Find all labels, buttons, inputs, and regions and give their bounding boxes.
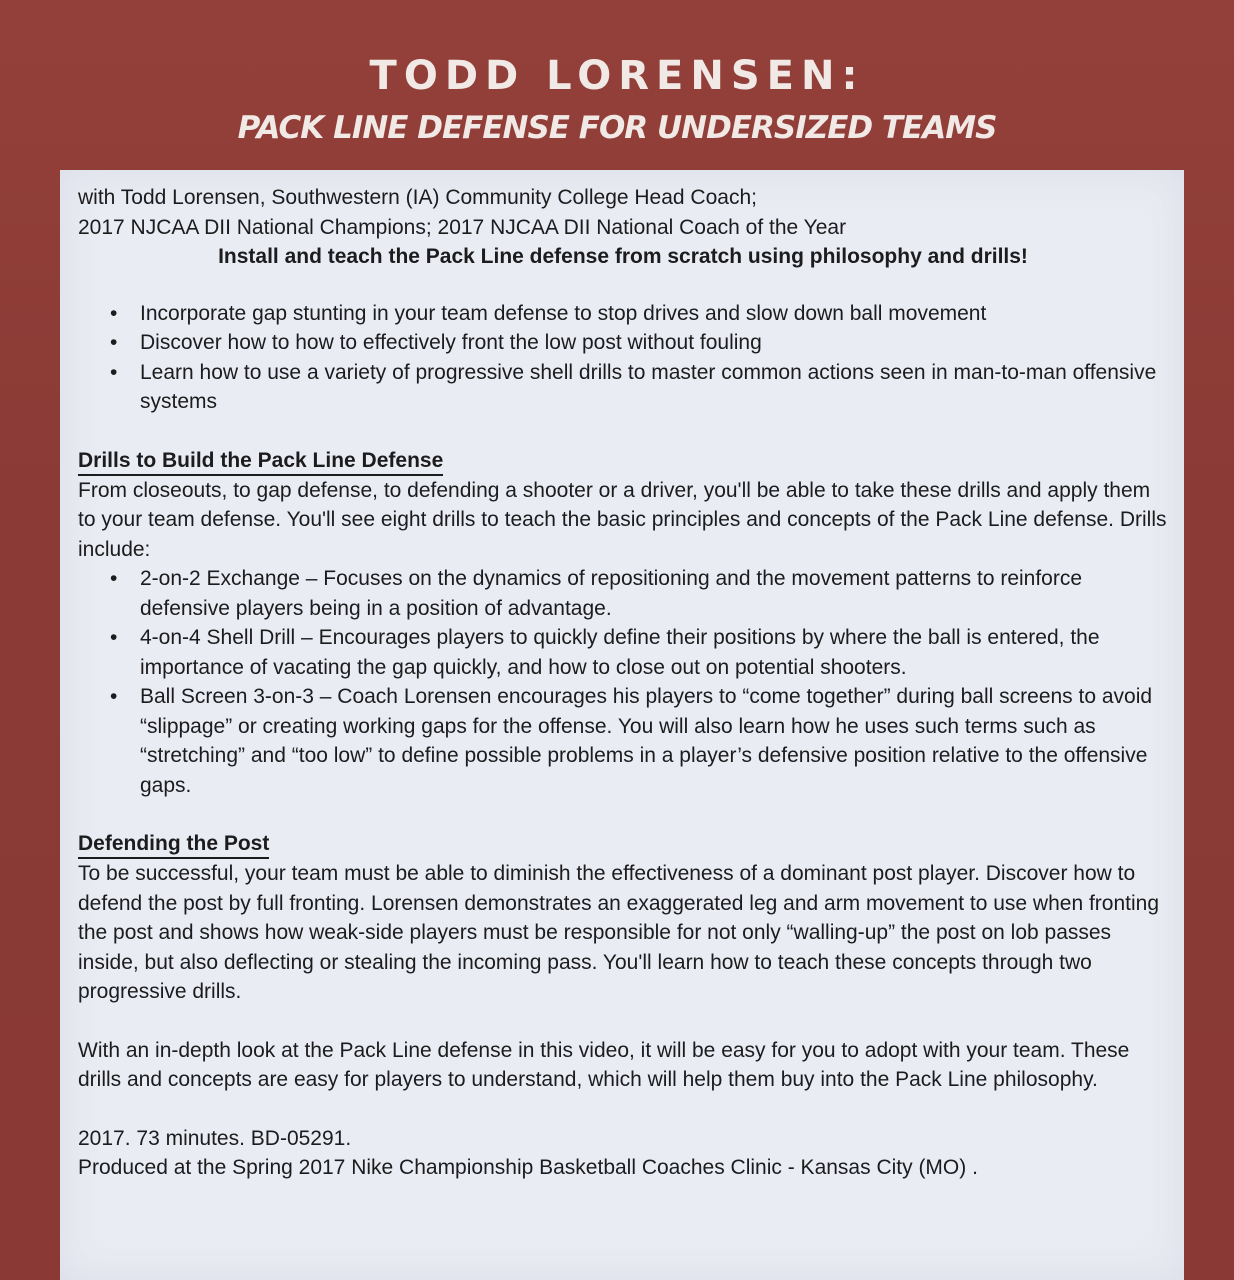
credit-line-1: with Todd Lorensen, Southwestern (IA) Community College Head Coach;	[78, 186, 757, 209]
intro-bullet: • Learn how to use a variety of progressive shell drills to master common actions seen in man-to-man offensive systems	[140, 358, 1168, 417]
intro-bullet: • Discover how to how to effectively front the low post without fouling	[140, 328, 1168, 358]
footer-line-2: Produced at the Spring 2017 Nike Championship Basketball Coaches Clinic - Kansas City (MO) .	[78, 1156, 978, 1179]
footer-info	[78, 1124, 1168, 1183]
credit-line-2: 2017 NJCAA DII National Champions; 2017 NJCAA DII National Coach of the Year	[78, 215, 847, 239]
drills-section	[78, 446, 1168, 801]
cover-title-subtitle: PACK LINE DEFENSE FOR UNDERSIZED TEAMS	[237, 110, 997, 146]
post-section	[78, 829, 1168, 1007]
description-content	[78, 183, 1168, 1183]
outro-paragraph: With an in-depth look at the Pack Line defense in this video, it will be easy for you to adopt with your team. These drills and concepts are easy for players to understand, which will help them buy into the Pack Line philosophy.	[78, 1038, 1130, 1091]
drills-section-body: From closeouts, to gap defense, to defending a shooter or a driver, you'll be able to take these drills and apply them to your team defense. You'll see eight drills to teach the basic principles and concepts of the Pack Line defense. Drills include:	[78, 478, 1167, 561]
post-section-body: To be successful, your team must be able to diminish the effectiveness of a dominant post player. Discover how to defend the post by full fronting. Lorensen demonstrates an exaggerated leg and arm movement to use when fronting the post and shows how weak-side players must be responsible for not only “walling-up” the post on lob passes inside, but also deflecting or stealing the incoming pass. You'll learn how to teach these concepts through two progressive drills.	[78, 862, 1160, 1003]
tagline: Install and teach the Pack Line defense from scratch using philosophy and drills!	[218, 245, 1028, 268]
drill-item: • 4-on-4 Shell Drill – Encourages players to quickly define their positions by where the ball is entered, the importance of vacating the gap quickly, and how to close out on potential shooters.	[140, 623, 1168, 682]
cover-title-author: TODD LORENSEN:	[369, 53, 865, 99]
intro-bullet-list	[78, 299, 1168, 417]
drills-list	[78, 564, 1168, 800]
drill-item: • Ball Screen 3-on-3 – Coach Lorensen encourages his players to “come together” during ball screens to avoid “slippage” or creating working gaps for the offense. You will also learn how he uses such terms such as “stretching” and “too low” to define possible problems in a player’s defensive position relative to the offensive gaps.	[140, 682, 1168, 800]
footer-line-1: 2017. 73 minutes. BD-05291.	[78, 1126, 352, 1150]
drills-section-heading: Drills to Build the Pack Line Defense	[78, 448, 443, 476]
drill-item: • 2-on-2 Exchange – Focuses on the dynamics of repositioning and the movement patterns to reinforce defensive players being in a position of advantage.	[140, 564, 1168, 623]
intro-bullet: • Incorporate gap stunting in your team defense to stop drives and slow down ball movement	[140, 299, 1168, 329]
credit-block	[78, 183, 1168, 242]
post-section-heading: Defending the Post	[78, 831, 269, 859]
